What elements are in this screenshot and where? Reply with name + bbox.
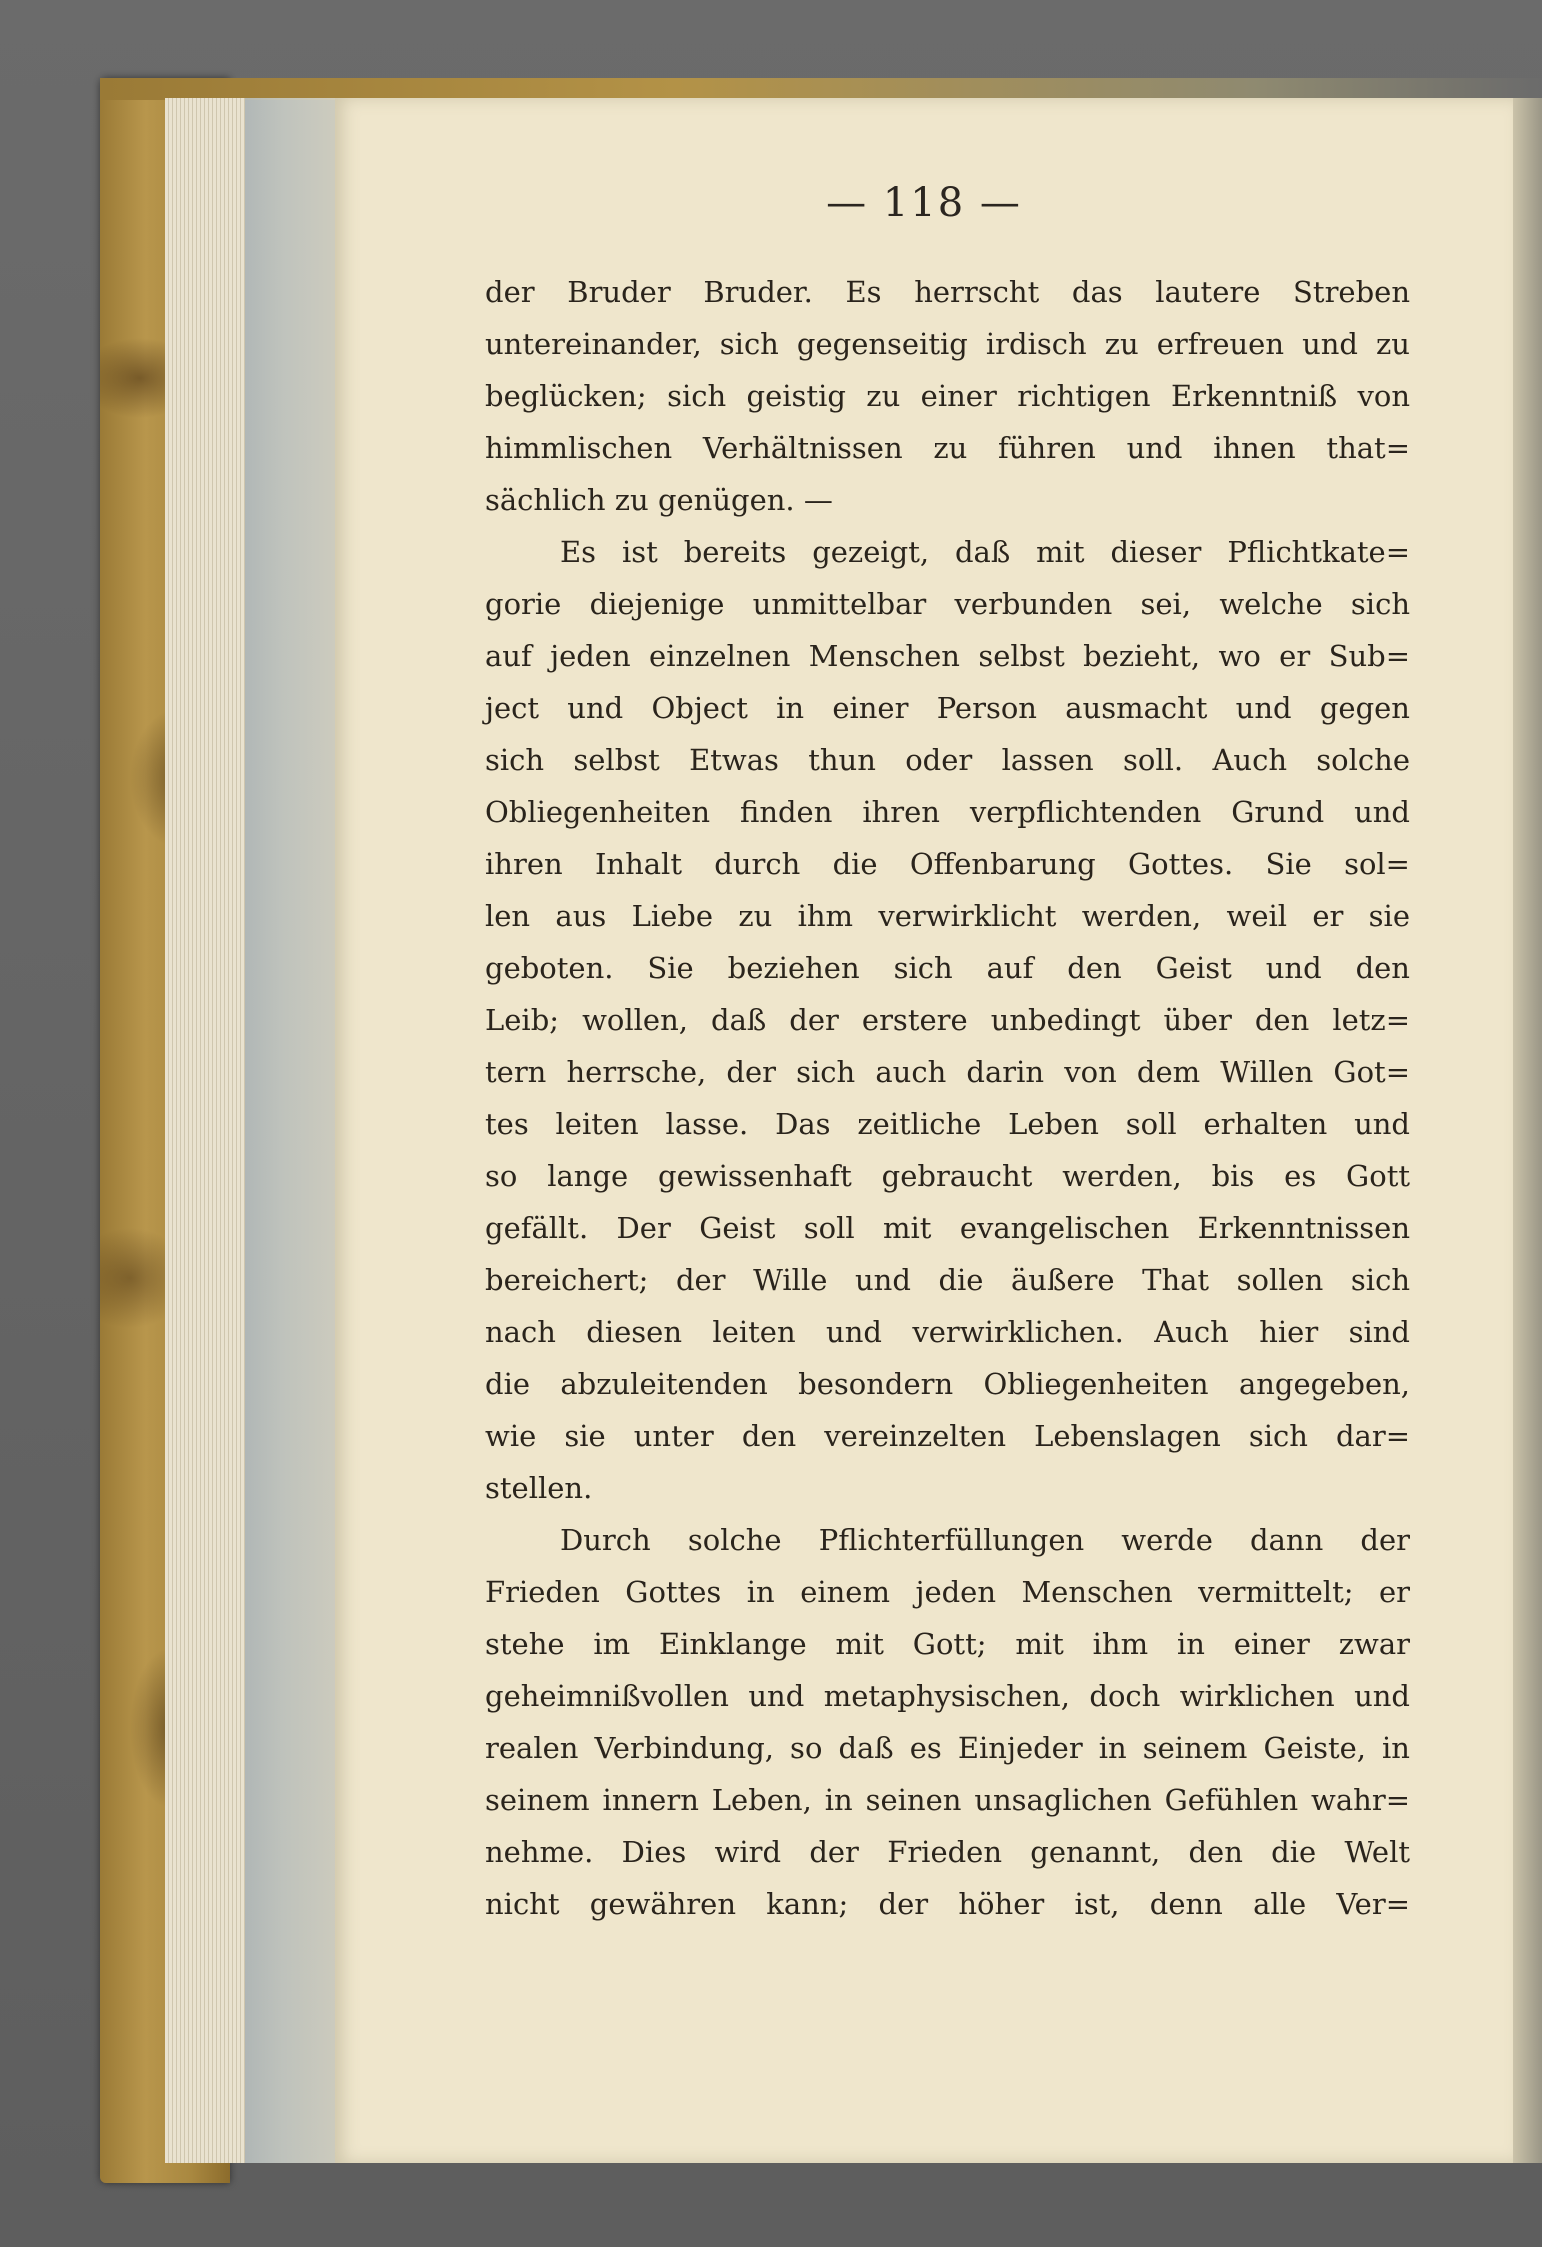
text-line: so lange gewissenhaft gebraucht werden, bis es Gott — [485, 1159, 1410, 1193]
text-line: seinem innern Leben, in seinen unsaglichen Gefühlen wahr= — [485, 1783, 1410, 1817]
text-line: gefällt. Der Geist soll mit evangelischen Erkenntnissen — [485, 1211, 1410, 1245]
page-number-header: — 118 — — [826, 180, 1022, 226]
text-line: beglücken; sich geistig zu einer richtigen Erkenntniß von — [485, 379, 1410, 413]
text-line: len aus Liebe zu ihm verwirklicht werden, weil er sie — [485, 899, 1410, 933]
text-line: stellen. — [485, 1471, 593, 1505]
text-line: Frieden Gottes in einem jeden Menschen vermittelt; er — [485, 1575, 1410, 1609]
text-line: nach diesen leiten und verwirklichen. Auch hier sind — [485, 1315, 1410, 1349]
text-line: Es ist bereits gezeigt, daß mit dieser Pflichtkate= — [560, 535, 1410, 569]
book-top-edge — [100, 78, 1542, 100]
text-line: auf jeden einzelnen Menschen selbst bezieht, wo er Sub= — [485, 639, 1410, 673]
text-line: tes leiten lasse. Das zeitliche Leben soll erhalten und — [485, 1107, 1410, 1141]
text-line: der Bruder Bruder. Es herrscht das lautere Streben — [485, 275, 1410, 309]
text-line: gorie diejenige unmittelbar verbunden sei, welche sich — [485, 587, 1410, 621]
text-line: die abzuleitenden besondern Obliegenheiten angegeben, — [485, 1367, 1410, 1401]
text-line: himmlischen Verhältnissen zu führen und ihnen that= — [485, 431, 1410, 465]
text-line: sächlich zu genügen. — — [485, 483, 833, 517]
text-line: bereichert; der Wille und die äußere That sollen sich — [485, 1263, 1410, 1297]
body-text — [485, 266, 1410, 1930]
text-line: Durch solche Pflichterfüllungen werde dann der — [560, 1523, 1410, 1557]
text-line: Obliegenheiten finden ihren verpflichtenden Grund und — [485, 795, 1410, 829]
text-line: geboten. Sie beziehen sich auf den Geist und den — [485, 951, 1410, 985]
gutter-strip — [245, 98, 340, 2163]
text-line: stehe im Einklange mit Gott; mit ihm in einer zwar — [485, 1627, 1410, 1661]
text-line: wie sie unter den vereinzelten Lebenslagen sich dar= — [485, 1419, 1410, 1453]
page-stack-edges — [165, 98, 245, 2163]
text-line: nehme. Dies wird der Frieden genannt, den die Welt — [485, 1835, 1410, 1869]
text-line: sich selbst Etwas thun oder lassen soll. Auch solche — [485, 743, 1410, 777]
text-line: tern herrsche, der sich auch darin von dem Willen Got= — [485, 1055, 1410, 1089]
text-line: realen Verbindung, so daß es Einjeder in seinem Geiste, in — [485, 1731, 1410, 1765]
text-line: geheimnißvollen und metaphysischen, doch wirklichen und — [485, 1679, 1410, 1713]
text-line: ject und Object in einer Person ausmacht und gegen — [485, 691, 1410, 725]
book-page — [335, 98, 1513, 2163]
text-line: nicht gewähren kann; der höher ist, denn alle Ver= — [485, 1887, 1410, 1921]
text-line: Leib; wollen, daß der erstere unbedingt über den letz= — [485, 1003, 1410, 1037]
text-line: ihren Inhalt durch die Offenbarung Gottes. Sie sol= — [485, 847, 1410, 881]
text-line: untereinander, sich gegenseitig irdisch zu erfreuen und zu — [485, 327, 1410, 361]
